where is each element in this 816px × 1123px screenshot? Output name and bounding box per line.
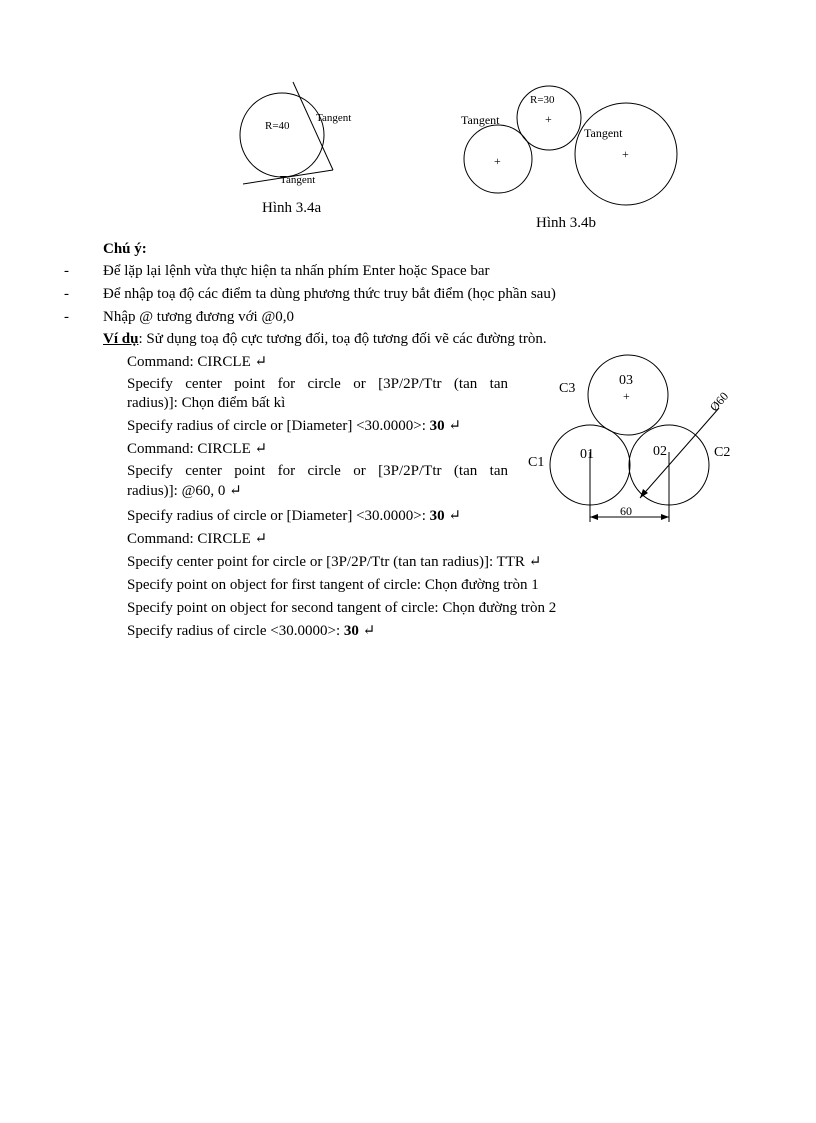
spec-center-2a: Specify center point for circle or [3P/2P/Ttr (tan tan bbox=[127, 463, 508, 479]
spec-center-1b: radius)]: Chọn điểm bất kì bbox=[127, 395, 286, 411]
bullet-dash: - bbox=[64, 263, 69, 279]
figure-3-4b bbox=[455, 80, 685, 220]
spec-radius-1: Specify radius of circle or [Diameter] <30.0000>: 30 ↵ bbox=[127, 418, 461, 434]
enter-icon: ↵ bbox=[448, 418, 461, 434]
enter-icon: ↵ bbox=[362, 623, 376, 639]
caption-3-4a: Hình 3.4a bbox=[262, 200, 322, 216]
example-intro bbox=[103, 329, 547, 349]
bullet-item: Để nhập toạ độ các điểm ta dùng phương thức truy bắt điểm (học phần sau) bbox=[103, 286, 556, 302]
dimension-arrow-left bbox=[590, 514, 598, 520]
label-c2: C2 bbox=[714, 445, 731, 460]
center-mark-right: + bbox=[622, 147, 629, 161]
dimension-arrow-right bbox=[661, 514, 669, 520]
label-c3: C3 bbox=[559, 381, 576, 396]
enter-icon: ↵ bbox=[448, 508, 461, 524]
center-mark-left: + bbox=[494, 154, 501, 168]
spec-tangent-1: Specify point on object for first tangent of circle: Chọn đường tròn 1 bbox=[127, 577, 539, 593]
spec-radius-3: Specify radius of circle <30.0000>: 30 ↵ bbox=[127, 623, 376, 639]
figure-circles bbox=[522, 352, 742, 532]
note-heading: Chú ý: bbox=[103, 241, 147, 257]
spec-tangent-2: Specify point on object for second tangent of circle: Chọn đường tròn 2 bbox=[127, 600, 557, 616]
bullet-item: Để lặp lại lệnh vừa thực hiện ta nhấn phím Enter hoặc Space bar bbox=[103, 263, 490, 279]
spec-radius-2: Specify radius of circle or [Diameter] <30.0000>: 30 ↵ bbox=[127, 508, 461, 524]
command-line-2: Command: CIRCLE ↵ bbox=[127, 441, 268, 457]
bullet-dash: - bbox=[64, 309, 69, 325]
enter-icon: ↵ bbox=[254, 354, 268, 370]
center-mark-top: + bbox=[545, 112, 552, 126]
enter-icon: ↵ bbox=[229, 483, 242, 499]
spec-center-3: Specify center point for circle or [3P/2P/Ttr (tan tan radius)]: TTR ↵ bbox=[127, 554, 542, 570]
label-c1: C1 bbox=[528, 455, 545, 470]
tangent-label-top: Tangent bbox=[316, 112, 352, 124]
circle-r40 bbox=[240, 93, 324, 177]
label-diameter: Ø60 bbox=[706, 389, 732, 414]
bullet-dash: - bbox=[64, 286, 69, 302]
example-label: Ví dụ bbox=[103, 331, 139, 347]
tangent-label-bottom: Tangent bbox=[280, 174, 316, 186]
tangent-label-right: Tangent bbox=[584, 126, 623, 140]
label-distance: 60 bbox=[620, 504, 632, 518]
tangent-label-left: Tangent bbox=[461, 113, 500, 127]
bullet-item: Nhập @ tương đương với @0,0 bbox=[103, 309, 295, 325]
spec-center-2b: radius)]: @60, 0 ↵ bbox=[127, 483, 242, 499]
radius-label-a: R=40 bbox=[265, 120, 290, 132]
label-o2: 02 bbox=[653, 444, 667, 459]
spec-center-1a: Specify center point for circle or [3P/2P/Ttr (tan tan bbox=[127, 376, 508, 392]
radius-label-b: R=30 bbox=[530, 94, 555, 106]
command-line-3: Command: CIRCLE ↵ bbox=[127, 531, 268, 547]
enter-icon: ↵ bbox=[528, 554, 542, 570]
figure-3-4a bbox=[225, 78, 375, 218]
center-mark-o3: + bbox=[623, 389, 630, 403]
caption-3-4b: Hình 3.4b bbox=[536, 215, 596, 231]
command-line-1: Command: CIRCLE ↵ bbox=[127, 354, 268, 370]
label-o3: 03 bbox=[619, 373, 633, 388]
tangent-line-right bbox=[293, 82, 333, 170]
enter-icon: ↵ bbox=[254, 441, 268, 457]
enter-icon: ↵ bbox=[254, 531, 268, 547]
label-o1: 01 bbox=[580, 447, 594, 462]
example-text: : Sử dụng toạ độ cực tương đối, toạ độ tương đối vẽ các đường tròn. bbox=[138, 331, 547, 347]
